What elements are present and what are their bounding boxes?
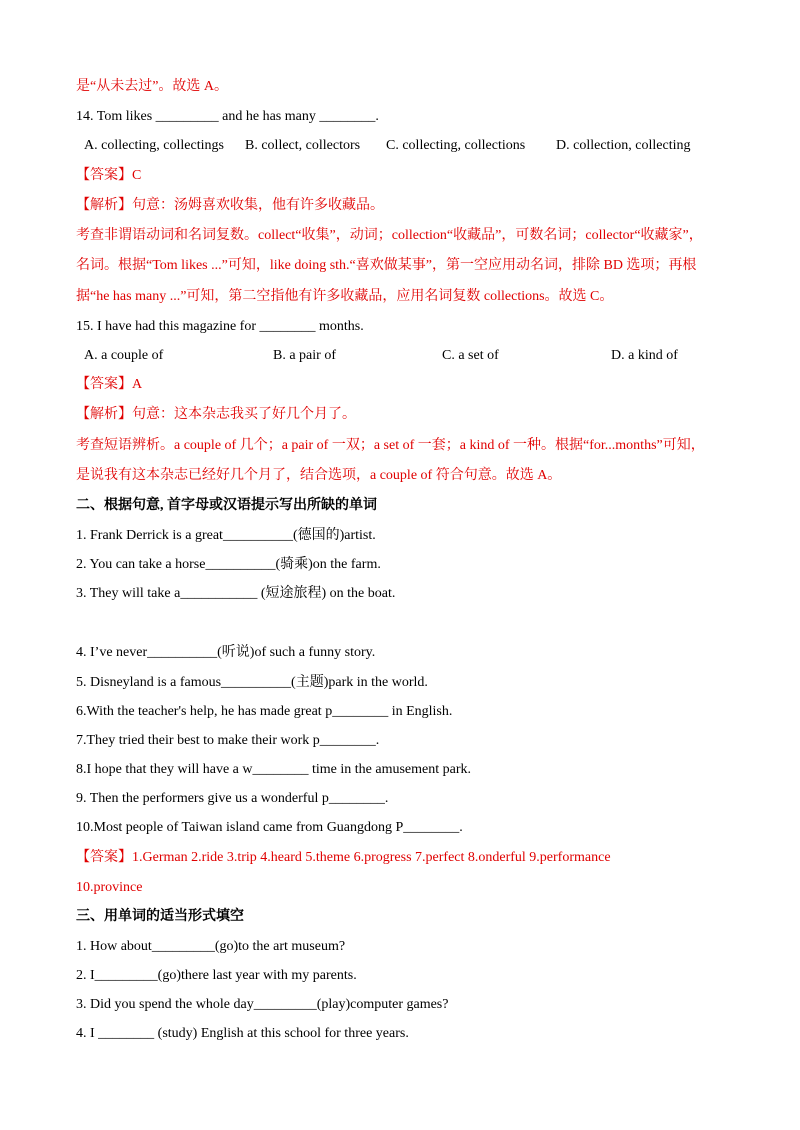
section-2-item: 8.I hope that they will have a w________ time in the amusement park. — [76, 762, 472, 777]
section-2-answer: 【答案】1.German 2.ride 3.trip 4.heard 5.theme 6.progress 7.perfect 8.onderful 9.performance — [76, 850, 611, 865]
section-2-item: 2. You can take a horse__________(骑乘)on the farm. — [76, 557, 381, 572]
section-2-answer: 10.province — [76, 880, 143, 895]
section-2-title: 二、根据句意, 首字母或汉语提示写出所缺的单词 — [76, 498, 377, 513]
section-2-item: 3. They will take a___________ (短途旅程) on the boat. — [76, 586, 396, 601]
option-a: A. a couple of — [84, 348, 164, 363]
question-15-answer: 【答案】A — [76, 377, 143, 392]
option-a: A. collecting, collectings — [84, 138, 224, 153]
question-14-answer: 【答案】C — [76, 168, 142, 183]
question-14-explanation: 名词。根据“Tom likes ...”可知，like doing sth.“喜欢做某事”，第一空应用动名词，排除 BD 选项；再根 — [76, 258, 697, 273]
question-15: 15. I have had this magazine for ________ months. — [76, 319, 364, 334]
section-3-item: 1. How about_________(go)to the art museum? — [76, 939, 346, 954]
question-14-explanation: 【解析】句意：汤姆喜欢收集，他有许多收藏品。 — [76, 198, 384, 213]
option-c: C. collecting, collections — [386, 138, 526, 153]
section-3-item: 4. I ________ (study) English at this school for three years. — [76, 1026, 409, 1041]
section-2-item: 6.With the teacher's help, he has made great p________ in English. — [76, 704, 453, 719]
option-b: B. collect, collectors — [245, 138, 361, 153]
question-15-explanation: 是说我有这本杂志已经好几个月了，结合选项，a couple of 符合句意。故选 A。 — [76, 468, 562, 483]
section-2-item: 5. Disneyland is a famous__________(主题)park in the world. — [76, 675, 428, 690]
section-2-item: 10.Most people of Taiwan island came from Guangdong P________. — [76, 820, 463, 835]
option-c: C. a set of — [442, 348, 499, 363]
option-d: D. a kind of — [611, 348, 678, 363]
section-3-item: 3. Did you spend the whole day_________(play)computer games? — [76, 997, 449, 1012]
section-2-item: 1. Frank Derrick is a great__________(德国的)artist. — [76, 528, 376, 543]
question-14: 14. Tom likes _________ and he has many ________. — [76, 109, 379, 124]
section-2-item: 9. Then the performers give us a wonderful p________. — [76, 791, 389, 806]
section-3-title: 三、用单词的适当形式填空 — [76, 909, 244, 924]
prev-explanation-end: 是“从未去过”。故选 A。 — [76, 79, 229, 94]
question-14-explanation: 据“he has many ...”可知，第二空指他有许多收藏品，应用名词复数 collections。故选 C。 — [76, 289, 614, 304]
question-15-explanation: 【解析】句意：这本杂志我买了好几个月了。 — [76, 407, 356, 422]
section-3-item: 2. I_________(go)there last year with my parents. — [76, 968, 357, 983]
section-2-item: 4. I’ve never__________(听说)of such a funny story. — [76, 645, 376, 660]
question-14-explanation: 考查非谓语动词和名词复数。collect“收集”，动词；collection“收藏品”，可数名词；collector“收藏家”， — [76, 228, 703, 243]
option-b: B. a pair of — [273, 348, 336, 363]
option-d: D. collection, collecting — [556, 138, 691, 153]
section-2-item: 7.They tried their best to make their work p________. — [76, 733, 380, 748]
question-15-explanation: 考查短语辨析。a couple of 几个；a pair of 一双；a set of 一套；a kind of 一种。根据“for...months”可知， — [76, 438, 705, 453]
